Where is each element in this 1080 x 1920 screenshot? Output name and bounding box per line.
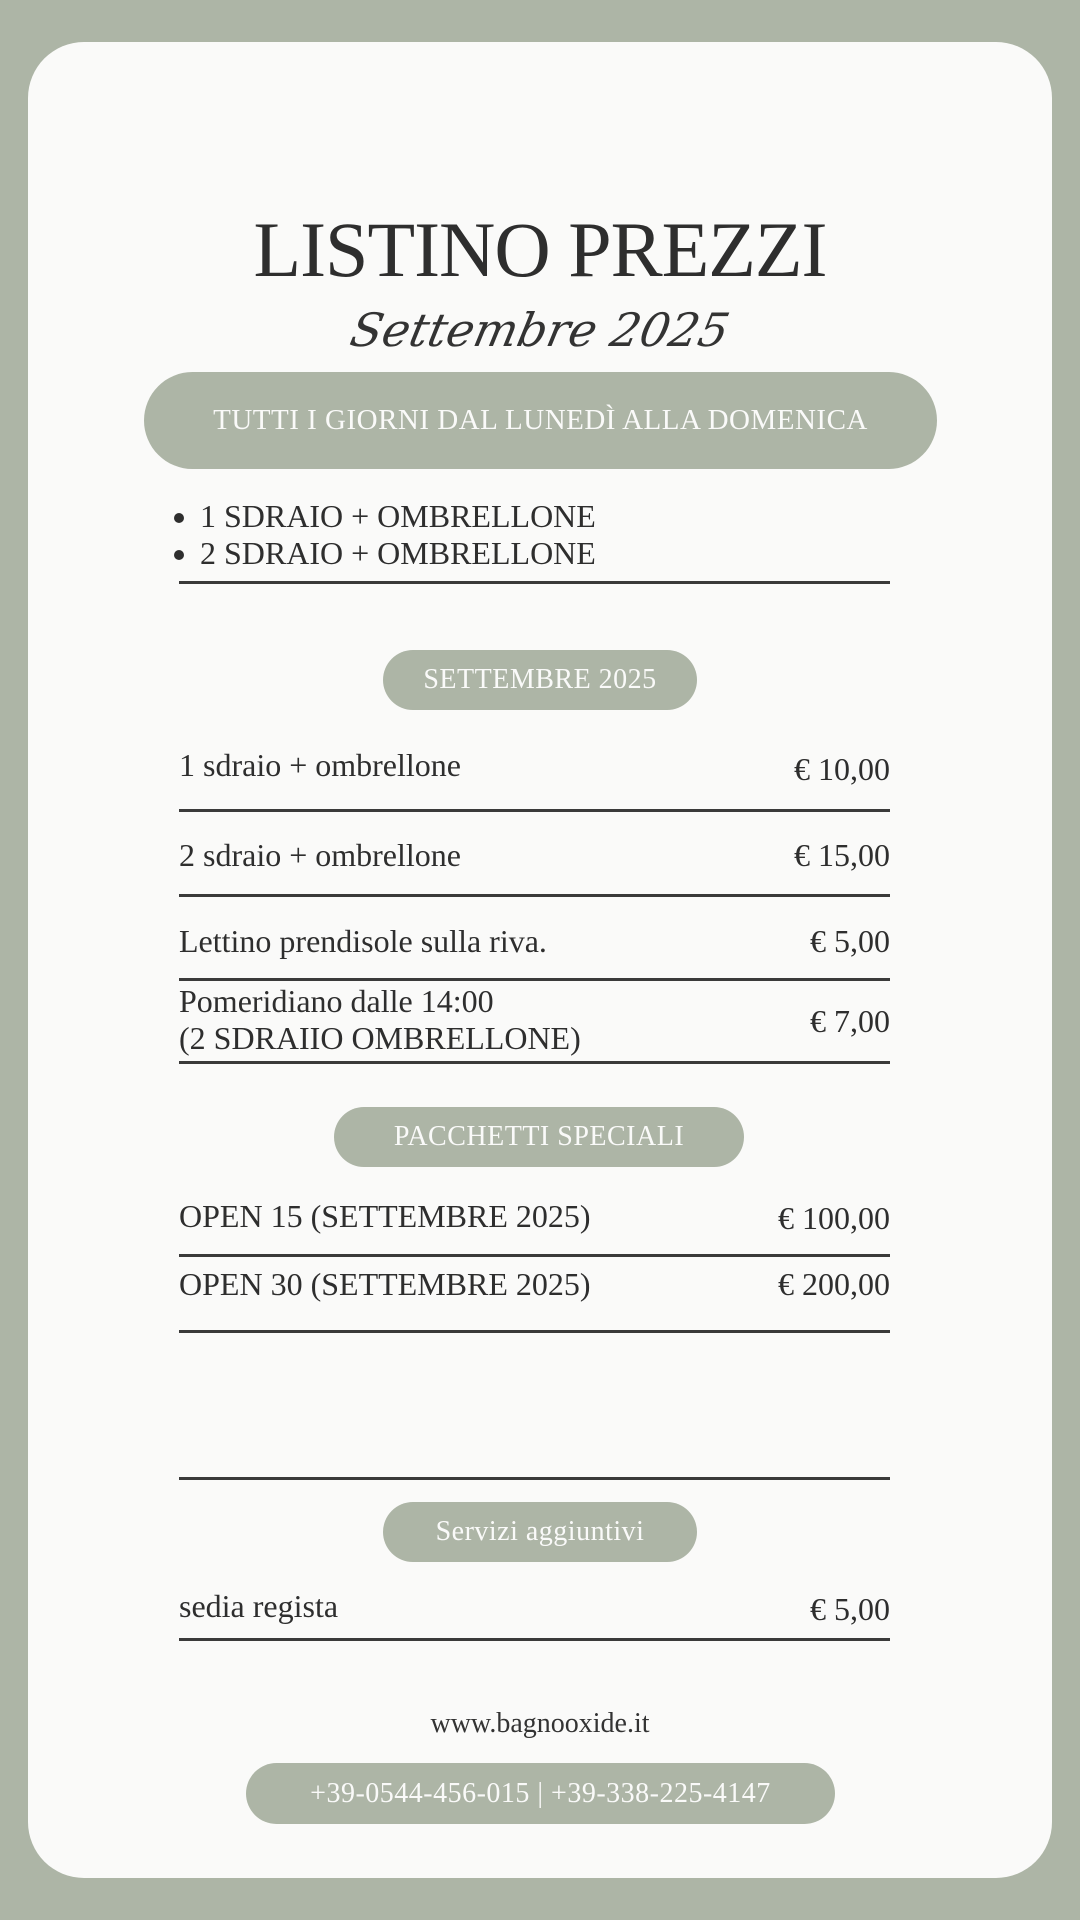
divider [179,1254,890,1257]
divider [179,1638,890,1641]
price-item-value: € 100,00 [778,1200,890,1236]
section-label-servizi: Servizi aggiuntivi [383,1502,697,1562]
list-item: • 2 SDRAIO + OMBRELLONE [200,535,596,572]
price-item-value: € 200,00 [778,1266,890,1302]
website-link[interactable]: www.bagnooxide.it [430,1708,650,1739]
intro-list [172,498,596,572]
divider [179,581,890,584]
price-item-label: OPEN 30 (SETTEMBRE 2025) [179,1266,591,1302]
price-item-value: € 5,00 [810,1591,890,1627]
price-item-label: 1 sdraio + ombrellone [179,747,461,783]
page-title: LISTINO PREZZI [253,206,827,293]
divider [179,1477,890,1480]
divider [179,978,890,981]
price-item-label: sedia regista [179,1588,339,1624]
price-item-value: € 10,00 [794,751,890,787]
divider [179,894,890,897]
price-item-value: € 15,00 [794,837,890,873]
price-item-value: € 5,00 [810,923,890,959]
divider [179,1061,890,1064]
price-item-label: (2 SDRAIIO OMBRELLONE) [179,1020,581,1056]
price-item-label: Pomeridiano dalle 14:00 [179,983,494,1019]
daily-banner: TUTTI I GIORNI DAL LUNEDÌ ALLA DOMENICA [144,372,937,469]
price-item-label: Lettino prendisole sulla riva. [179,923,547,959]
divider [179,809,890,812]
divider [179,1330,890,1333]
price-item-value: € 7,00 [810,1003,890,1039]
phone-numbers: +39-0544-456-015 | +39-338-225-4147 [246,1763,835,1824]
price-item-label: OPEN 15 (SETTEMBRE 2025) [179,1198,591,1234]
page-subtitle: Settembre 2025 [345,303,735,357]
price-item-label: 2 sdraio + ombrellone [179,837,461,873]
section-label-settembre: SETTEMBRE 2025 [383,650,697,710]
section-label-pacchetti: PACCHETTI SPECIALI [334,1107,744,1167]
list-item: • 1 SDRAIO + OMBRELLONE [200,498,596,535]
